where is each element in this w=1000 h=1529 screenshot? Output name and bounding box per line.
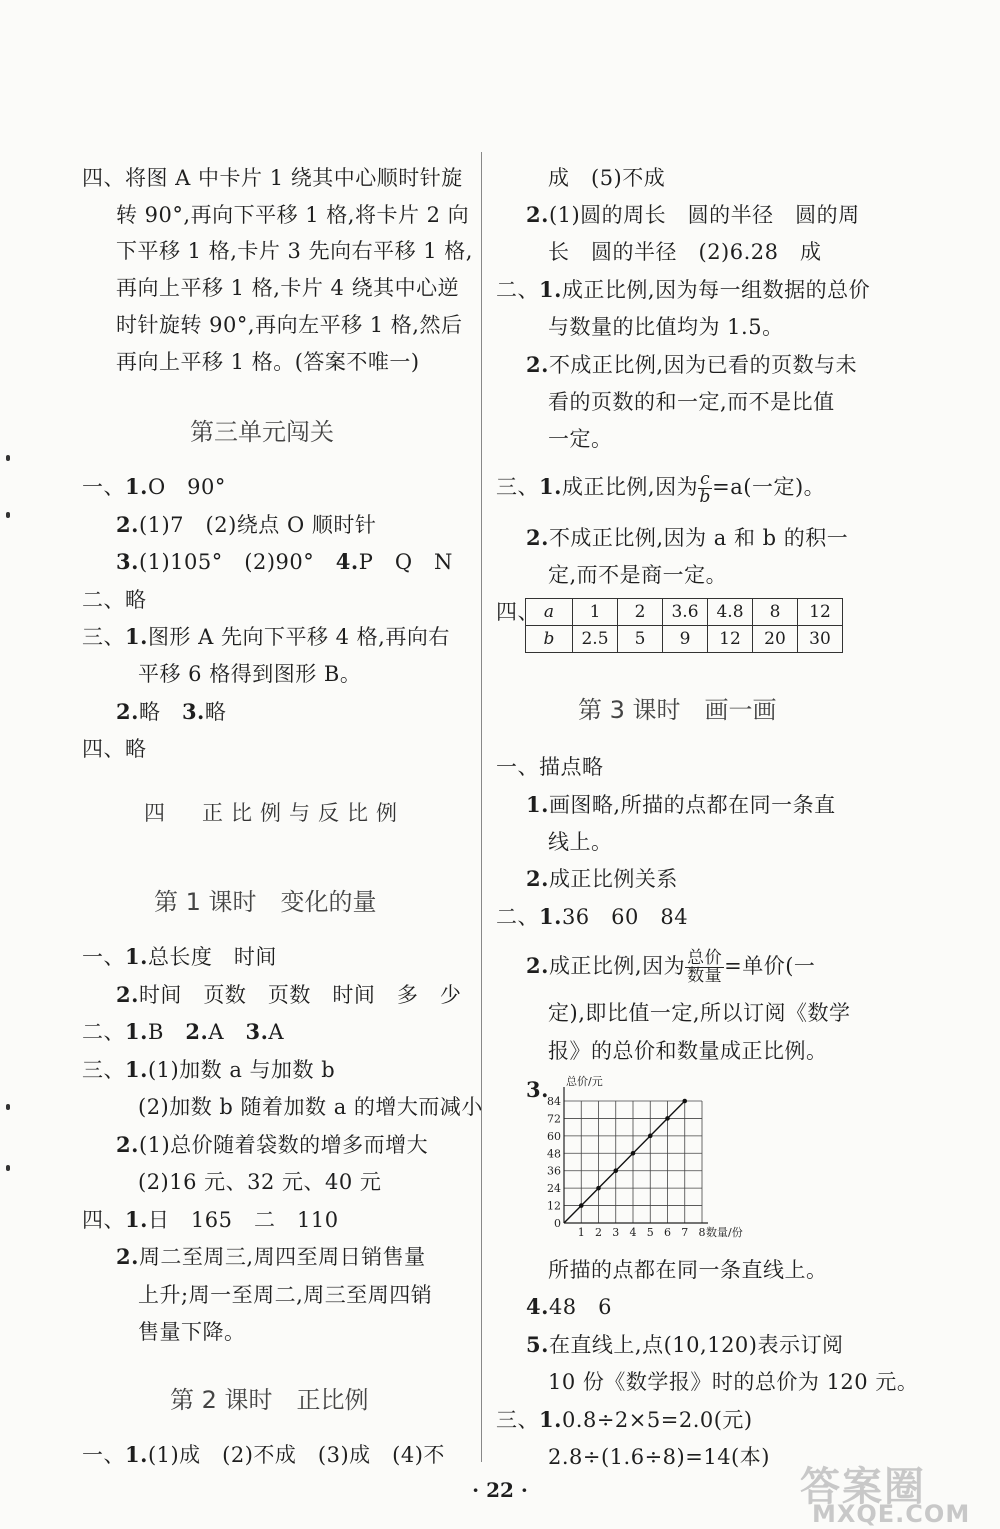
answer-line: 二、1.36 60 84 [496,904,689,929]
answer-line: 再向上平移 1 格,卡片 4 绕其中心逆 [116,276,460,300]
y-tick-label: 60 [547,1129,561,1143]
answer-line: 2.不成正比例,因为已看的页数与未 [526,352,858,377]
answer-line: 二、1.B 2.A 3.A [82,1019,285,1044]
answer-line: 2.(1)7 (2)绕点 O 顺时针 [116,512,377,537]
answer-line: 2.成正比例关系 [526,866,678,891]
answer-line: 一、1.(1)成 (2)不成 (3)成 (4)不 [82,1442,445,1467]
lesson-heading: 第 2 课时 正比例 [170,1386,369,1414]
answer-line: 平移 6 格得到图形 B。 [138,662,362,686]
y-tick-label: 84 [547,1095,561,1108]
page-number: · 22 · [472,1478,528,1502]
data-point [682,1099,687,1104]
table-cell: 9 [663,626,708,653]
x-tick-label: 4 [629,1226,637,1239]
answer-line: (2)加数 b 随着加数 a 的增大而减小 [138,1095,483,1119]
answer-line: 四、 [496,600,539,624]
table-cell: 1 [573,599,618,626]
answer-line: 二、略 [82,588,147,612]
data-point [631,1151,636,1156]
scan-mark [6,1165,10,1171]
fraction: $\frac{c}{b}$ [699,469,711,507]
x-tick-label: 3 [612,1226,620,1239]
table-cell: 2 [618,599,663,626]
answer-line: 时针旋转 90°,再向左平移 1 格,然后 [116,313,463,337]
answer-line: 一、1.O 90° [82,474,226,499]
answer-line: (2)16 元、32 元、40 元 [138,1170,382,1194]
y-tick-label: 48 [547,1147,561,1161]
table-row [526,626,843,653]
x-tick-label: 2 [595,1226,602,1239]
lesson-heading: 第 1 课时 变化的量 [154,888,377,916]
x-tick-label: 5 [646,1226,654,1239]
x-axis-label: 数量/份 [706,1226,743,1239]
unit-four-heading: 四 正比例与反比例 [144,801,405,825]
watermark-url: MXQE.COM [812,1500,971,1528]
answer-line: 3.(1)105° (2)90° 4.P Q N [116,549,453,574]
fraction: $\frac{\text{总价}}{\text{数量}}$ [687,948,723,986]
answer-line: 2.周二至周三,周四至周日销售量 [116,1244,426,1269]
answer-line: 2.略 3.略 [116,699,227,724]
data-point [665,1116,670,1121]
answer-line: 3. [526,1077,549,1102]
scan-mark [6,1104,10,1110]
answer-line: 二、1.成正比例,因为每一组数据的总价 [496,277,871,302]
answer-line: 一、1.总长度 时间 [82,944,277,969]
origin-label: 0 [554,1217,561,1230]
table-cell: 2.5 [573,626,618,653]
answer-line: 转 90°,再向下平移 1 格,将卡片 2 向 [116,203,470,227]
answer-line: 所描的点都在同一条直线上。 [548,1258,828,1282]
answer-line: 2.时间 页数 页数 时间 多 少 [116,982,462,1007]
answer-line: 四、将图 A 中卡片 1 绕其中心顺时针旋 [82,166,463,190]
table-cell: b [526,626,573,653]
answer-line: 三、1.成正比例,因为 $\frac{c}{b}$ =a(一定)。 [496,469,826,507]
data-point [579,1203,584,1208]
answer-line: 四、略 [82,737,147,761]
answer-line: 三、1.图形 A 先向下平移 4 格,再向右 [82,624,450,649]
answer-line: 再向上平移 1 格。(答案不唯一) [116,350,420,374]
table-cell: 12 [708,626,753,653]
answer-line: 10 份《数学报》时的总价为 120 元。 [548,1370,919,1394]
x-tick-label: 6 [664,1226,671,1239]
answer-line: 看的页数的和一定,而不是比值 [548,390,835,414]
column-divider [481,152,482,1462]
answer-line: 四、1.日 165 二 110 [82,1207,339,1232]
data-point [648,1134,653,1139]
answer-line: 4.48 6 [526,1294,613,1319]
answer-line: 下平移 1 格,卡片 3 先向右平移 1 格, [116,239,473,263]
x-tick-label: 7 [681,1226,689,1239]
answer-line: 1.画图略,所描的点都在同一条直 [526,792,836,817]
table-cell: 20 [753,626,798,653]
y-tick-label: 36 [547,1164,561,1178]
answer-line: 一定。 [548,427,613,451]
answer-line: 2.成正比例,因为 $\frac{\text{总价}}{\text{数量}}$ =单价(一 [526,948,816,986]
answer-line: 2.(1)圆的周长 圆的半径 圆的周 [526,202,860,227]
answer-line: 定),即比值一定,所以订阅《数学 [548,1001,851,1025]
scan-mark [6,455,10,461]
answer-line: 2.(1)总价随着袋数的增多而增大 [116,1132,429,1157]
y-axis-label: 总价/元 [566,1075,603,1088]
answer-line: 与数量的比值均为 1.5。 [548,315,784,339]
data-point [613,1168,618,1173]
ab-table [525,598,843,653]
answer-line: 报》的总价和数量成正比例。 [548,1039,828,1063]
y-tick-label: 24 [547,1182,561,1196]
answer-line: 三、1.(1)加数 a 与加数 b [82,1057,336,1082]
data-point [596,1186,601,1191]
answer-line: 一、描点略 [496,755,604,779]
price-quantity-chart [540,1075,800,1250]
scan-mark [6,512,10,518]
answer-line: 成 (5)不成 [548,166,666,190]
answer-line: 三、1.0.8÷2×5=2.0(元) [496,1407,753,1432]
y-tick-label: 72 [547,1112,561,1126]
answer-line: 售量下降。 [138,1320,246,1344]
table-cell: 8 [753,599,798,626]
table-cell: 12 [798,599,843,626]
answer-line: 2.不成正比例,因为 a 和 b 的积一 [526,525,849,550]
answer-line: 上升;周一至周二,周三至周四销 [138,1283,433,1307]
table-cell: 4.8 [708,599,753,626]
answer-line: 长 圆的半径 (2)6.28 成 [548,240,822,264]
x-tick-label: 1 [577,1226,585,1239]
answer-line: 2.8÷(1.6÷8)=14(本) [548,1445,770,1469]
answer-line: 5.在直线上,点(10,120)表示订阅 [526,1332,844,1357]
x-tick-label: 8 [698,1226,706,1239]
table-row [526,599,843,626]
answer-line: 线上。 [548,830,613,854]
lesson-heading: 第 3 课时 画一画 [578,696,777,724]
table-cell: 30 [798,626,843,653]
table-cell: 3.6 [663,599,708,626]
y-tick-label: 12 [547,1199,561,1213]
unit-review-heading: 第三单元闯关 [190,418,334,446]
table-cell: a [526,599,573,626]
watermark-logo: 答案圈 [800,1464,926,1510]
answer-line: 定,而不是商一定。 [548,563,728,587]
table-cell: 5 [618,626,663,653]
